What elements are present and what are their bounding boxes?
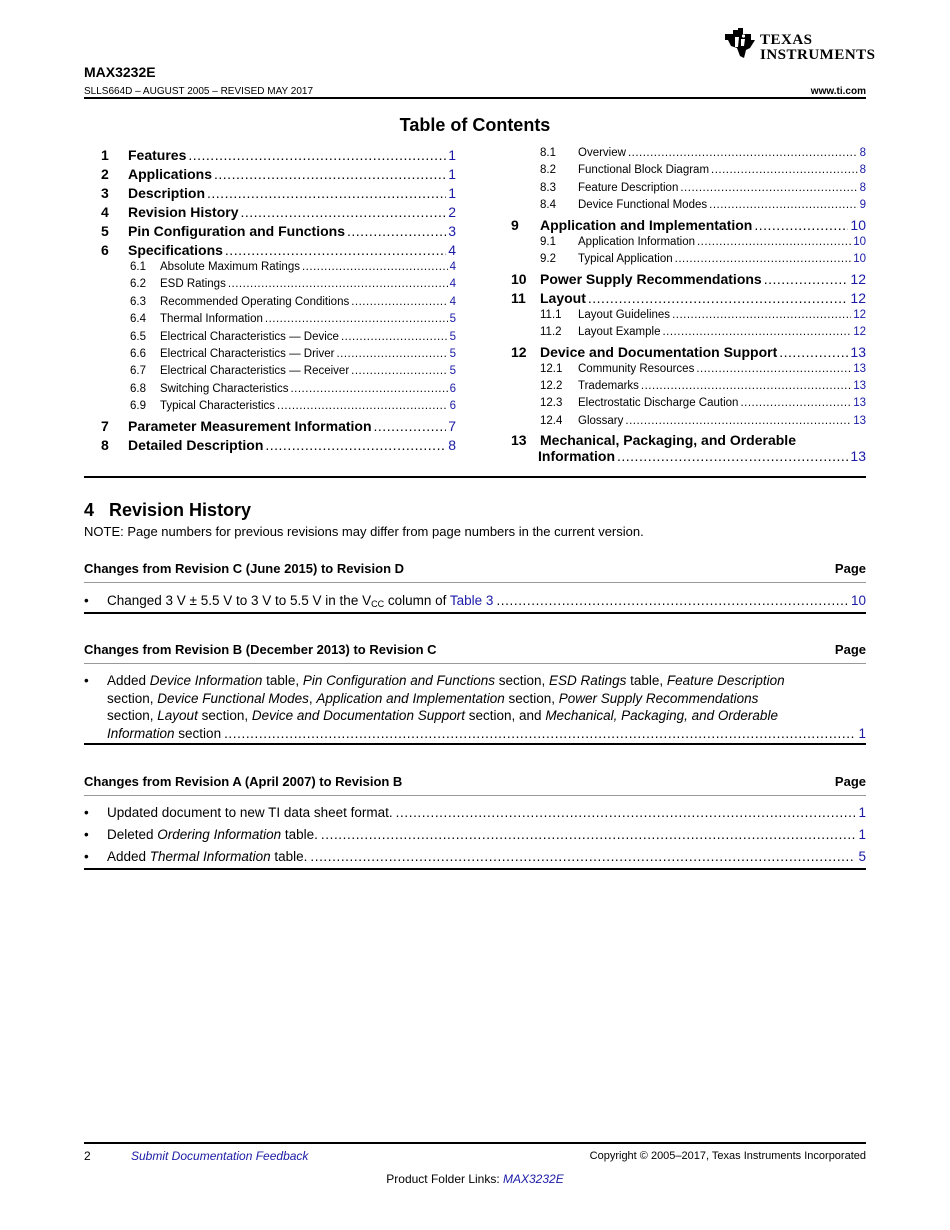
toc-page-link[interactable]: 5 — [449, 330, 456, 343]
changes-header-rule — [84, 663, 866, 664]
toc-entry-title: Mechanical, Packaging, and Orderable — [540, 432, 796, 449]
toc-entry-number: 4 — [101, 204, 109, 220]
dot-leader — [347, 223, 446, 239]
dot-leader — [697, 236, 851, 248]
toc-entry-number: 12 — [511, 343, 527, 360]
dot-leader — [351, 365, 447, 377]
toc-entry-title: Pin Configuration and Functions — [128, 223, 345, 239]
toc-page-link[interactable]: 9 — [859, 199, 866, 212]
toc-subentry[interactable] — [540, 182, 866, 197]
toc-entry-number: 10 — [511, 270, 527, 287]
toc-entry-number: 6.7 — [130, 365, 146, 378]
bullet: • — [84, 827, 89, 842]
toc-entry-number: 8.4 — [540, 199, 556, 212]
toc-entry-number: 8.1 — [540, 147, 556, 159]
dot-leader — [711, 164, 858, 176]
toc-entry[interactable] — [511, 271, 866, 289]
group-end-rule — [84, 743, 866, 745]
dot-leader — [675, 253, 852, 265]
toc-entry-title: Device and Documentation Support — [540, 343, 778, 360]
toc-entry-title: Applications — [128, 166, 213, 182]
toc-page-link[interactable]: 5 — [449, 365, 456, 378]
changes-header-rule — [84, 582, 866, 583]
toc-page-link[interactable]: 12 — [850, 270, 866, 287]
toc-page-link[interactable]: 1 — [448, 166, 456, 182]
toc-subentry[interactable] — [540, 380, 866, 395]
toc-page-link[interactable]: 12 — [850, 289, 866, 306]
toc-page-link[interactable]: 1 — [448, 147, 456, 163]
toc-entry-number: 8 — [101, 436, 109, 453]
toc-entry-title: Absolute Maximum Ratings — [160, 261, 300, 273]
toc-entry-number: 5 — [101, 223, 109, 239]
change-item — [84, 672, 866, 742]
toc-subentry[interactable] — [540, 199, 866, 214]
toc-entry-number: 6.2 — [130, 278, 146, 291]
toc-entry-title: Description — [128, 185, 206, 201]
toc-entry[interactable] — [101, 242, 456, 260]
toc-entry-number: 6.9 — [130, 400, 146, 413]
page-link[interactable]: 10 — [850, 593, 866, 608]
toc-page-link[interactable]: 8 — [859, 164, 866, 177]
dot-leader — [754, 217, 848, 233]
page-column-label: Page — [834, 561, 866, 576]
toc-page-link[interactable]: 6 — [449, 382, 456, 395]
toc-page-link[interactable]: 5 — [449, 313, 456, 326]
changes-title: Changes from Revision B (December 2013) to Revision C — [84, 642, 437, 657]
toc-subentry[interactable] — [540, 147, 866, 162]
toc-page-link[interactable]: 13 — [853, 414, 866, 427]
toc-entry-title: Electrical Characteristics — Device — [160, 330, 339, 343]
dot-leader — [228, 278, 448, 290]
toc-entry[interactable] — [511, 344, 866, 362]
toc-entry-number: 9 — [511, 216, 519, 233]
change-text-line: section, Device Functional Modes, Application and Implementation section, Power Supply Recommendations — [107, 690, 759, 706]
toc-page-link[interactable]: 13 — [850, 448, 866, 465]
toc-entry[interactable] — [101, 166, 456, 184]
dot-leader — [321, 826, 856, 844]
bullet: • — [84, 673, 89, 688]
toc-page-link[interactable]: 4 — [449, 278, 456, 291]
toc-entry-title: Electrostatic Discharge Caution — [578, 397, 739, 410]
toc-page-link[interactable]: 13 — [853, 362, 866, 375]
changes-header-rule — [84, 795, 866, 796]
toc-entry-number: 9.2 — [540, 253, 556, 266]
ti-logo-icon — [722, 26, 756, 60]
logo-text-line2: INSTRUMENTS — [760, 47, 876, 63]
toc-subentry[interactable] — [130, 365, 456, 380]
toc-subentry[interactable] — [540, 326, 866, 341]
logo-text-line1: TEXAS — [760, 32, 813, 48]
toc-entry-number: 9.1 — [540, 235, 556, 248]
toc-entry-title: Power Supply Recommendations — [540, 270, 762, 287]
dot-leader — [224, 725, 855, 743]
toc-subentry[interactable] — [540, 253, 866, 268]
page-link[interactable]: 5 — [858, 849, 866, 864]
toc-page-link[interactable]: 12 — [853, 326, 866, 338]
links-label: Product Folder Links: — [386, 1172, 503, 1186]
toc-subentry[interactable] — [130, 261, 456, 276]
toc-entry-title: Functional Block Diagram — [578, 164, 710, 177]
toc-entry[interactable] — [101, 204, 456, 222]
toc-entry[interactable] — [101, 437, 456, 455]
toc-entry-number: 6 — [101, 242, 109, 258]
toc-entry[interactable] — [101, 223, 456, 241]
toc-entry-title: Recommended Operating Conditions — [160, 295, 350, 308]
dot-leader — [240, 204, 446, 220]
toc-entry-title: Parameter Measurement Information — [128, 417, 372, 434]
toc-entry-number: 1 — [101, 147, 109, 163]
toc-subentry[interactable] — [130, 278, 456, 293]
toc-page-link[interactable]: 4 — [449, 295, 456, 308]
toc-entry-number: 11 — [511, 289, 526, 306]
revision-note: NOTE: Page numbers for previous revisions may differ from page numbers in the current version. — [84, 524, 644, 539]
toc-entry-title: Switching Characteristics — [160, 382, 289, 395]
toc-entry-title: Layout Example — [578, 326, 661, 338]
part-number: MAX3232E — [84, 64, 156, 80]
toc-rule — [84, 476, 866, 478]
dot-leader — [740, 397, 851, 409]
toc-entry-number: 11.2 — [540, 326, 562, 338]
toc-subentry[interactable] — [130, 296, 456, 311]
toc-entry-title: Glossary — [578, 414, 624, 427]
toc-entry-number: 12.1 — [540, 362, 563, 375]
toc-entry-number: 8.2 — [540, 164, 556, 177]
toc-entry-number: 6.4 — [130, 313, 146, 326]
dot-leader — [625, 415, 851, 427]
dot-leader — [302, 261, 448, 273]
toc-subentry[interactable] — [540, 309, 866, 324]
toc-entry[interactable] — [511, 290, 866, 308]
dot-leader — [779, 344, 848, 360]
toc-entry-title: Application Information — [578, 235, 695, 248]
toc-entry-title: Application and Implementation — [540, 216, 753, 233]
toc-subentry[interactable] — [130, 400, 456, 415]
dot-leader — [588, 290, 849, 306]
section-number: 4 — [84, 500, 95, 520]
toc-entry-title: Specifications — [128, 242, 223, 258]
ti-logo — [722, 26, 876, 66]
toc-entry[interactable] — [101, 418, 456, 436]
table-3-link[interactable]: Table 3 — [449, 593, 494, 608]
copyright: Copyright © 2005–2017, Texas Instruments Incorporated — [589, 1150, 866, 1162]
dot-leader — [351, 296, 447, 308]
header-rule — [84, 97, 866, 99]
toc-page-link[interactable]: 6 — [449, 400, 456, 413]
toc-page-link[interactable]: 10 — [850, 216, 866, 233]
toc-entry-title: ESD Ratings — [160, 278, 226, 291]
change-text: Added Thermal Information table. — [107, 849, 308, 864]
toc-page-link[interactable]: 5 — [449, 348, 456, 360]
footer-rule — [84, 1142, 866, 1144]
dot-leader — [641, 380, 851, 392]
toc-page-link[interactable]: 13 — [853, 379, 866, 392]
toc-page-link[interactable]: 13 — [853, 397, 866, 410]
page-number: 2 — [84, 1149, 91, 1163]
toc-entry-number: 8.3 — [540, 181, 556, 194]
toc-entry-title: Features — [128, 147, 187, 163]
dot-leader — [628, 147, 858, 159]
toc-subentry[interactable] — [130, 383, 456, 398]
toc-subentry[interactable] — [130, 348, 456, 363]
toc-page-link[interactable]: 10 — [853, 253, 866, 266]
feedback-link[interactable]: Submit Documentation Feedback — [131, 1149, 309, 1163]
toc-entry-number: 6.6 — [130, 348, 146, 360]
toc-entry-title: Revision History — [128, 204, 239, 220]
toc-entry-number: 6.8 — [130, 382, 146, 395]
revision-history-heading — [84, 500, 251, 521]
toc-entry-title: Typical Application — [578, 253, 673, 266]
toc-entry-title: Community Resources — [578, 362, 695, 375]
toc-entry-number: 7 — [101, 417, 109, 434]
dot-leader — [214, 166, 446, 182]
dot-leader — [310, 848, 855, 866]
changes-title: Changes from Revision A (April 2007) to Revision B — [84, 774, 403, 789]
dot-leader — [396, 804, 856, 822]
toc-page-link[interactable]: 4 — [449, 261, 456, 273]
toc-entry[interactable] — [101, 185, 456, 203]
group-end-rule — [84, 612, 866, 614]
toc-entry-title: Layout — [540, 289, 586, 306]
dot-leader — [277, 400, 448, 412]
toc-entry-title: Electrical Characteristics — Driver — [160, 348, 335, 360]
dot-leader — [764, 271, 849, 287]
change-text: Changed 3 V ± 5.5 V to 3 V to 5.5 V in the $V_{CC}$ column of Table 3 — [107, 593, 494, 609]
toc-entry-title: Overview — [578, 147, 626, 159]
toc-page-link[interactable]: 8 — [859, 181, 866, 194]
toc-entry-title: Electrical Characteristics — Receiver — [160, 365, 350, 378]
dot-leader — [265, 437, 446, 453]
toc-entry-title: Typical Characteristics — [160, 400, 276, 413]
dot-leader — [188, 147, 446, 163]
toc-entry-number: 13 — [511, 432, 527, 449]
dot-leader — [662, 326, 851, 338]
doc-revision-line: SLLS664D – AUGUST 2005 – REVISED MAY 2017 — [84, 86, 314, 97]
toc-subentry[interactable] — [130, 331, 456, 346]
toc-entry-number: 12.2 — [540, 379, 563, 392]
toc-entry[interactable] — [511, 217, 866, 235]
toc-subentry[interactable] — [540, 415, 866, 430]
toc-entry-title: Layout Guidelines — [578, 308, 671, 321]
toc-entry-continuation[interactable] — [538, 448, 866, 466]
changes-title: Changes from Revision C (June 2015) to Revision D — [84, 561, 405, 576]
change-text-line: Added Device Information table, Pin Configuration and Functions section, ESD Ratings table, Feature Description — [107, 673, 785, 688]
changes-header-rev-d — [84, 561, 866, 576]
toc-page-link[interactable]: 13 — [850, 343, 866, 360]
section-title: Revision History — [109, 500, 252, 520]
bullet: • — [84, 805, 89, 820]
change-text: Updated document to new TI data sheet format. — [107, 805, 393, 820]
dot-leader — [709, 199, 857, 211]
dot-leader — [374, 418, 447, 434]
toc-subentry[interactable] — [540, 397, 866, 412]
page-link[interactable]: 1 — [858, 805, 866, 820]
toc-entry-title: Feature Description — [578, 181, 679, 194]
toc-page-link[interactable]: 8 — [859, 147, 866, 159]
dot-leader — [341, 331, 448, 343]
toc-entry-title: Thermal Information — [160, 313, 263, 326]
change-text: Deleted Ordering Information table. — [107, 827, 318, 842]
page-link[interactable]: 1 — [858, 725, 866, 741]
site-url[interactable]: www.ti.com — [810, 86, 866, 97]
page-column-label: Page — [834, 642, 866, 657]
toc-entry-number: 12.4 — [540, 414, 563, 427]
change-text-line: Information section ..... 1 — [107, 725, 866, 743]
toc-title: Table of Contents — [399, 115, 551, 135]
bullet: • — [84, 849, 89, 864]
changes-header-rev-c — [84, 642, 866, 657]
dot-leader — [496, 592, 848, 610]
toc-page-link[interactable]: 12 — [853, 308, 866, 321]
toc-entry-number: 6.1 — [130, 261, 146, 273]
changes-header-rev-b — [84, 774, 866, 789]
toc-entry-title: Device Functional Modes — [578, 199, 708, 212]
toc-entry-number: 12.3 — [540, 397, 563, 410]
toc-entry-number: 3 — [101, 185, 109, 201]
toc-entry-number: 6.3 — [130, 295, 146, 308]
dot-leader — [290, 383, 447, 395]
dot-leader — [696, 363, 851, 375]
toc-entry-title: Trademarks — [578, 379, 639, 392]
toc-entry[interactable] — [101, 147, 456, 165]
toc-entry-number: 11.1 — [540, 308, 562, 321]
toc-entry-number: 6.5 — [130, 330, 146, 343]
toc-page-link[interactable]: 2 — [448, 204, 456, 220]
change-text-line: section, Layout section, Device and Documentation Support section, and Mechanical, Packaging, and Orderable — [107, 708, 778, 723]
dot-leader — [672, 309, 851, 321]
page-column-label: Page — [834, 774, 866, 789]
product-link[interactable]: MAX3232E — [503, 1172, 564, 1186]
toc-entry-title: Information — [538, 448, 615, 465]
toc-page-link[interactable]: 10 — [853, 235, 866, 248]
dot-leader — [680, 182, 857, 194]
group-end-rule — [84, 868, 866, 870]
dot-leader — [617, 448, 848, 464]
toc-page-link[interactable]: 4 — [448, 242, 456, 258]
toc-entry-title: Detailed Description — [128, 436, 264, 453]
product-folder-links — [0, 1172, 950, 1186]
toc-subentry[interactable] — [540, 164, 866, 179]
toc-page-link[interactable]: 3 — [448, 223, 456, 239]
page-link[interactable]: 1 — [858, 827, 866, 842]
dot-leader — [265, 313, 448, 325]
toc-page-link[interactable]: 8 — [448, 436, 456, 453]
toc-page-link[interactable]: 7 — [448, 417, 456, 434]
toc-subentry[interactable] — [130, 313, 456, 328]
toc-entry-number: 2 — [101, 166, 109, 182]
dot-leader — [225, 242, 446, 258]
dot-leader — [336, 348, 447, 360]
toc-subentry[interactable] — [540, 236, 866, 251]
toc-page-link[interactable]: 1 — [448, 185, 456, 201]
toc-subentry[interactable] — [540, 363, 866, 378]
bullet: • — [84, 593, 89, 608]
dot-leader — [207, 185, 446, 201]
